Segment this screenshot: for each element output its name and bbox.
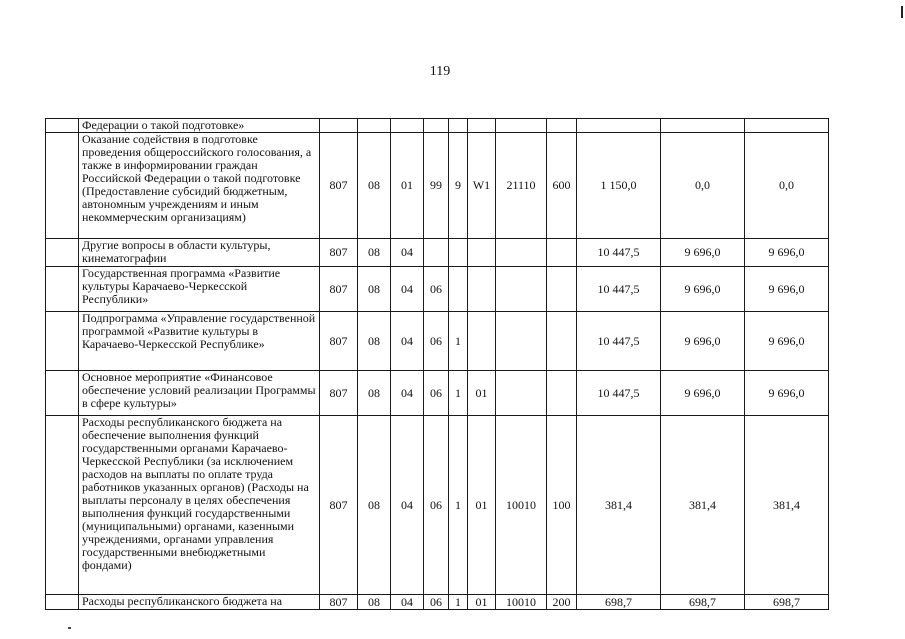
table-row [46,312,829,371]
row-index-cell [46,416,79,595]
expense-type-cell: 100 [547,416,577,595]
subsection-code-cell: 04 [391,267,424,312]
subsection-code-cell: 04 [391,239,424,267]
amount-year-2-cell: 381,4 [661,416,745,595]
description-cell: Оказание содействия в подготовке проведения общероссийского голосования, а также в информировании граждан Российской Федерации о такой подготовке (Предоставление субсидий бюджетным, автономным учреждениям и иным некоммерческим организациям) [79,133,320,239]
subsection-code-cell: 01 [391,133,424,239]
ministry-code-cell [320,119,358,133]
subsection-code-cell: 04 [391,416,424,595]
table-row [46,267,829,312]
direction-code-cell [496,119,547,133]
section-code-cell: 08 [358,133,391,239]
program-code-cell: 06 [424,595,449,610]
amount-year-2-cell: 9 696,0 [661,267,745,312]
section-code-cell: 08 [358,312,391,371]
amount-year-3-cell [745,119,829,133]
program-code-cell: 06 [424,312,449,371]
expense-type-cell [547,371,577,416]
table-row [46,133,829,239]
amount-year-2-cell: 698,7 [661,595,745,610]
amount-year-2-cell: 9 696,0 [661,371,745,416]
subprogram-code-cell: 1 [449,371,468,416]
section-code-cell [358,119,391,133]
row-index-cell [46,595,79,610]
table-row [46,119,829,133]
expense-type-cell: 600 [547,133,577,239]
page-number: 119 [429,64,451,79]
section-code-cell: 08 [358,371,391,416]
table-row [46,595,829,610]
amount-year-3-cell: 698,7 [745,595,829,610]
table-body [46,119,829,610]
ministry-code-cell: 807 [320,133,358,239]
section-code-cell: 08 [358,267,391,312]
section-code-cell: 08 [358,416,391,595]
activity-code-cell: 01 [468,371,496,416]
row-index-cell [46,239,79,267]
row-index-cell [46,312,79,371]
subsection-code-cell: 04 [391,312,424,371]
row-index-cell [46,133,79,239]
expense-type-cell [547,312,577,371]
description-cell: Государственная программа «Развитие культуры Карачаево-Черкесской Республики» [79,267,320,312]
subsection-code-cell [391,119,424,133]
description-cell: Федерации о такой подготовке» [79,119,320,133]
ministry-code-cell: 807 [320,239,358,267]
program-code-cell: 99 [424,133,449,239]
direction-code-cell [496,371,547,416]
program-code-cell: 06 [424,371,449,416]
activity-code-cell [468,312,496,371]
program-code-cell [424,239,449,267]
activity-code-cell: W1 [468,133,496,239]
subsection-code-cell: 04 [391,371,424,416]
section-code-cell: 08 [358,239,391,267]
amount-year-1-cell: 1 150,0 [577,133,661,239]
scan-speck [68,627,71,629]
amount-year-1-cell: 10 447,5 [577,267,661,312]
table-row [46,371,829,416]
ministry-code-cell: 807 [320,595,358,610]
direction-code-cell [496,267,547,312]
subprogram-code-cell [449,119,468,133]
amount-year-1-cell [577,119,661,133]
description-cell: Расходы республиканского бюджета на обеспечение выполнения функций государственными органами Карачаево-Черкесской Республики (за исключением расходов на выплаты по оплате труда работников указанных органов) (Расходы на выплаты персоналу в целях обеспечения выполнения функций государственными (муниципальными) органами, казенными учреждениями, органами управления государственными внебюджетными фондами) [79,416,320,595]
subsection-code-cell: 04 [391,595,424,610]
activity-code-cell [468,267,496,312]
subprogram-code-cell [449,239,468,267]
amount-year-3-cell: 0,0 [745,133,829,239]
ministry-code-cell: 807 [320,371,358,416]
table-row [46,239,829,267]
subprogram-code-cell: 1 [449,595,468,610]
ministry-code-cell: 807 [320,312,358,371]
ministry-code-cell: 807 [320,416,358,595]
section-code-cell: 08 [358,595,391,610]
subprogram-code-cell [449,267,468,312]
scan-edge-mark [901,6,903,18]
subprogram-code-cell: 1 [449,312,468,371]
description-cell: Подпрограмма «Управление государственной программой «Развитие культуры в Карачаево-Черкесской Республике» [79,312,320,371]
row-index-cell [46,119,79,133]
subprogram-code-cell: 9 [449,133,468,239]
direction-code-cell: 21110 [496,133,547,239]
row-index-cell [46,371,79,416]
amount-year-3-cell: 9 696,0 [745,312,829,371]
row-index-cell [46,267,79,312]
amount-year-2-cell: 9 696,0 [661,312,745,371]
expense-type-cell [547,239,577,267]
amount-year-3-cell: 381,4 [745,416,829,595]
activity-code-cell [468,239,496,267]
amount-year-1-cell: 698,7 [577,595,661,610]
program-code-cell: 06 [424,416,449,595]
amount-year-1-cell: 381,4 [577,416,661,595]
direction-code-cell [496,239,547,267]
direction-code-cell: 10010 [496,595,547,610]
amount-year-3-cell: 9 696,0 [745,267,829,312]
amount-year-2-cell: 0,0 [661,133,745,239]
program-code-cell: 06 [424,267,449,312]
direction-code-cell: 10010 [496,416,547,595]
program-code-cell [424,119,449,133]
expense-type-cell [547,119,577,133]
ministry-code-cell: 807 [320,267,358,312]
amount-year-3-cell: 9 696,0 [745,371,829,416]
amount-year-3-cell: 9 696,0 [745,239,829,267]
description-cell: Другие вопросы в области культуры, кинематографии [79,239,320,267]
activity-code-cell [468,119,496,133]
table-row [46,416,829,595]
budget-table [45,118,829,610]
amount-year-2-cell [661,119,745,133]
activity-code-cell: 01 [468,595,496,610]
activity-code-cell: 01 [468,416,496,595]
amount-year-1-cell: 10 447,5 [577,312,661,371]
amount-year-2-cell: 9 696,0 [661,239,745,267]
description-cell: Основное мероприятие «Финансовое обеспечение условий реализации Программы в сфере культуры» [79,371,320,416]
subprogram-code-cell: 1 [449,416,468,595]
expense-type-cell: 200 [547,595,577,610]
amount-year-1-cell: 10 447,5 [577,371,661,416]
amount-year-1-cell: 10 447,5 [577,239,661,267]
expense-type-cell [547,267,577,312]
direction-code-cell [496,312,547,371]
description-cell: Расходы республиканского бюджета на [79,595,320,610]
